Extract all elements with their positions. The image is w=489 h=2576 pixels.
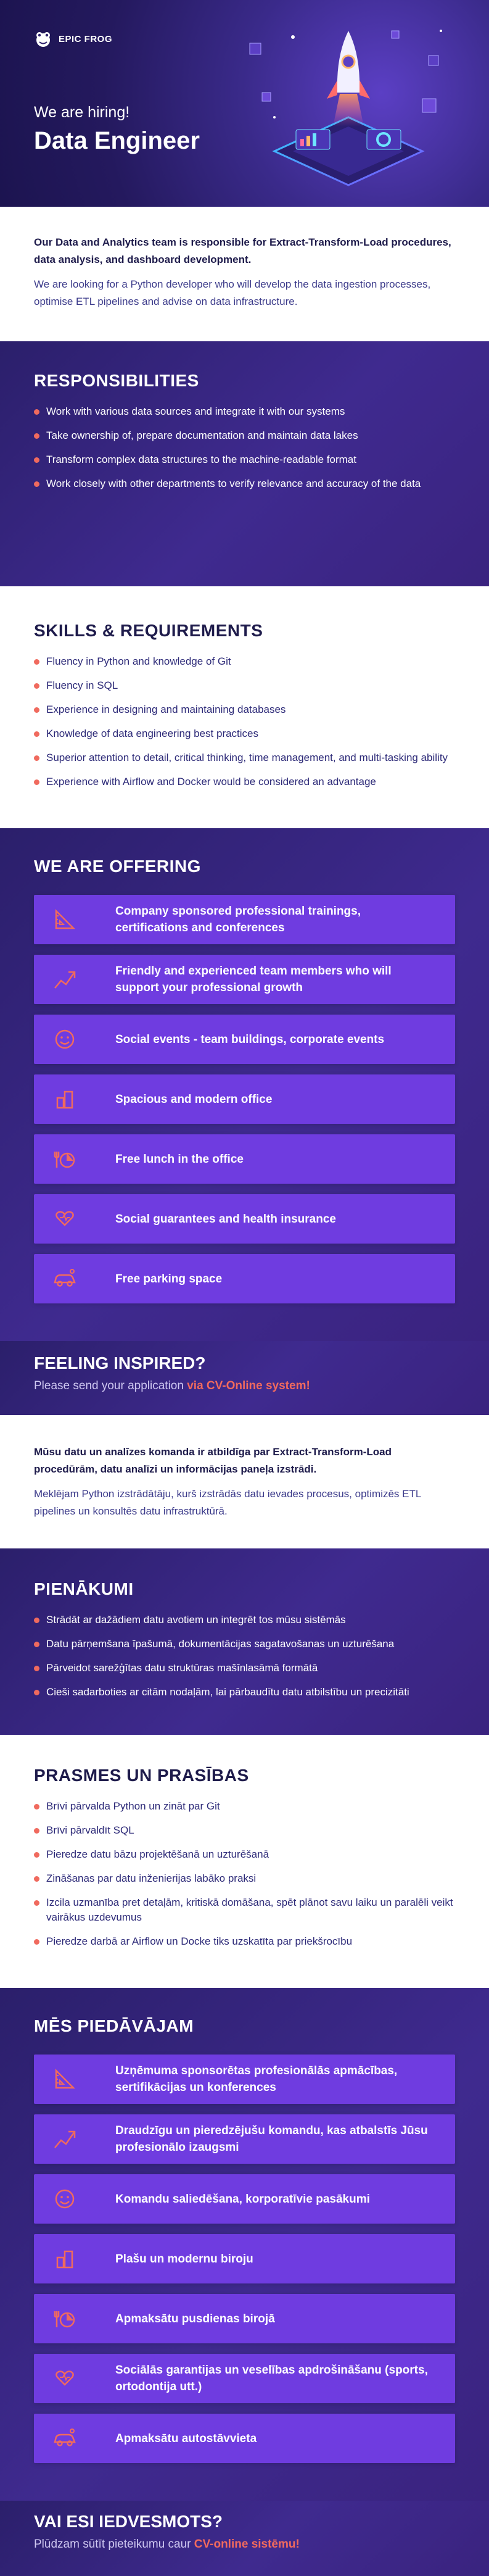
- section-title: RESPONSIBILITIES: [34, 371, 199, 390]
- offer-text: Social guarantees and health insurance: [115, 1212, 336, 1226]
- hiring-label: We are hiring!: [34, 104, 130, 121]
- list-item: Knowledge of data engineering best practices: [34, 726, 455, 741]
- intro-lv: [0, 1415, 489, 1548]
- list-item: Pieredze darbā ar Airflow un Docke tiks uzskatīta par priekšrocību: [34, 1934, 455, 1949]
- responsibilities-list: [34, 404, 455, 491]
- offer-card: [34, 1134, 455, 1184]
- heart-hand-icon: [52, 2366, 77, 2391]
- section-title: WE ARE OFFERING: [34, 857, 201, 876]
- offer-text: Spacious and modern office: [115, 1092, 273, 1106]
- list-item: Strādāt ar dažādiem datu avotiem un integrēt tos mūsu sistēmās: [34, 1613, 455, 1627]
- list-item: Take ownership of, prepare documentation and maintain data lakes: [34, 428, 455, 443]
- list-item: Brīvi pārvalda Python un zināt par Git: [34, 1799, 455, 1814]
- section-title: MĒS PIEDĀVĀJAM: [34, 2016, 194, 2035]
- offer-card: [34, 2294, 455, 2343]
- ruler-triangle-icon: [52, 2067, 77, 2092]
- offer-list: [34, 895, 455, 1303]
- cta-section: [0, 1341, 489, 1415]
- skills-section: [0, 586, 489, 828]
- responsibilities-list: [34, 1613, 455, 1700]
- intro-body: Meklējam Python izstrādātāju, kurš izstrādās datu ievades procesus, optimizēs ETL pipelines un konsultēs datu infrastruktūrā.: [34, 1488, 421, 1517]
- section-title: PIENĀKUMI: [34, 1579, 134, 1598]
- car-icon: [52, 2426, 77, 2451]
- growth-arrow-icon: [52, 2127, 77, 2151]
- responsibilities-section: [0, 341, 489, 586]
- offer-text: Free parking space: [115, 1272, 223, 1286]
- offer-text: Social events - team buildings, corporate events: [115, 1032, 385, 1046]
- list-item: Work with various data sources and integrate it with our systems: [34, 404, 455, 419]
- heart-hand-icon: [52, 1207, 77, 1231]
- offer-card: [34, 1254, 455, 1303]
- offer-card: [34, 2174, 455, 2224]
- offering-section-lv: [0, 1988, 489, 2501]
- list-item: Fluency in Python and knowledge of Git: [34, 654, 455, 669]
- list-item: Experience in designing and maintaining databases: [34, 702, 455, 717]
- office-icon: [52, 1087, 77, 1111]
- list-item: Superior attention to detail, critical thinking, time management, and multi-tasking ability: [34, 750, 455, 765]
- offer-text: Komandu saliedēšana, korporatīvie pasākumi: [115, 2192, 370, 2206]
- car-icon: [52, 1266, 77, 1291]
- ruler-triangle-icon: [52, 907, 77, 932]
- list-item: Experience with Airflow and Docker would be considered an advantage: [34, 775, 455, 789]
- offer-card: [34, 955, 455, 1004]
- list-item: Cieši sadarboties ar citām nodaļām, lai pārbaudītu datu atbilstību un precizitāti: [34, 1685, 455, 1700]
- offering-section: [0, 828, 489, 1341]
- cta-title: FEELING INSPIRED?: [34, 1353, 206, 1373]
- intro-en: [0, 207, 489, 341]
- list-item: Pieredze datu bāzu projektēšanā un uzturēšanā: [34, 1847, 455, 1862]
- responsibilities-section-lv: [0, 1548, 489, 1735]
- smiley-icon: [52, 1027, 77, 1052]
- list-item: Zināšanas par datu inženierijas labāko praksi: [34, 1871, 455, 1886]
- offer-text: Plašu un modernu biroju: [115, 2252, 253, 2266]
- offer-card: [34, 1015, 455, 1064]
- list-item: Transform complex data structures to the machine-readable format: [34, 452, 455, 467]
- intro-lead: Our Data and Analytics team is responsible for Extract-Transform-Load procedures, data analysis, and dashboard development.: [34, 236, 451, 265]
- offer-text: Friendly and experienced team members who will support your professional growth: [115, 965, 392, 994]
- offer-text: Apmaksātu pusdienas birojā: [115, 2312, 275, 2325]
- brand-name: EPIC FROG: [59, 33, 113, 44]
- smiley-icon: [52, 2187, 77, 2211]
- offer-card: [34, 2114, 455, 2164]
- frog-logo-icon: [34, 30, 52, 48]
- offer-card: [34, 2234, 455, 2283]
- growth-arrow-icon: [52, 967, 77, 992]
- cta-section-lv: [0, 2501, 489, 2576]
- offer-card: [34, 895, 455, 944]
- cv-online-link[interactable]: CV-online sistēmu!: [194, 2538, 300, 2551]
- section-title: PRASMES UN PRASĪBAS: [34, 1766, 249, 1785]
- list-item: Brīvi pārvaldīt SQL: [34, 1823, 455, 1838]
- list-item: Fluency in SQL: [34, 678, 455, 693]
- skills-list: [34, 1799, 455, 1949]
- lunch-icon: [52, 2306, 77, 2331]
- list-item: Datu pārņemšana īpašumā, dokumentācijas sagatavošanas un uzturēšana: [34, 1637, 455, 1652]
- logo[interactable]: [34, 30, 112, 48]
- offer-card: [34, 2414, 455, 2463]
- list-item: Pārveidot sarežģītas datu struktūras mašīnlasāmā formātā: [34, 1661, 455, 1676]
- list-item: Izcila uzmanība pret detaļām, kritiskā domāšana, spēt plānot savu laiku un paralēli veikt vairākus uzdevumus: [34, 1895, 455, 1925]
- intro-body: We are looking for a Python developer who will develop the data ingestion processes, optimise ETL pipelines and advise on data infrastructure.: [34, 278, 431, 307]
- cta-title: VAI ESI IEDVESMOTS?: [34, 2512, 223, 2531]
- offer-text: Uzņēmuma sponsorētas profesionālās apmācības, sertifikācijas un konferences: [115, 2064, 398, 2094]
- intro-lead: Mūsu datu un analīzes komanda ir atbildīga par Extract-Transform-Load procedūrām, datu analīzi un informācijas paneļa izstrādi.: [34, 1446, 392, 1475]
- cv-online-link[interactable]: via CV-Online system!: [187, 1379, 310, 1392]
- section-title: SKILLS & REQUIREMENTS: [34, 621, 263, 640]
- office-icon: [52, 2246, 77, 2271]
- cta-text-lead: Plūdzam sūtīt pieteikumu caur: [34, 2538, 194, 2551]
- offer-list: [34, 2055, 455, 2463]
- offer-text: Sociālās garantijas un veselības apdrošināšanu (sports, ortodontija utt.): [115, 2364, 428, 2393]
- offer-card: [34, 1194, 455, 1244]
- cta-text: [34, 1379, 455, 1393]
- lunch-icon: [52, 1147, 77, 1171]
- cta-text: [34, 2538, 455, 2551]
- offer-card: [34, 2055, 455, 2104]
- cta-text-lead: Please send your application: [34, 1379, 187, 1392]
- list-item: Work closely with other departments to verify relevance and accuracy of the data: [34, 476, 455, 491]
- offer-card: [34, 2354, 455, 2403]
- job-title: Data Engineer: [34, 127, 200, 154]
- rocket-dashboard-illustration: [237, 19, 459, 191]
- skills-section-lv: [0, 1735, 489, 1988]
- offer-text: Company sponsored professional trainings, certifications and conferences: [115, 905, 361, 934]
- offer-text: Apmaksātu autostāvvieta: [115, 2432, 257, 2445]
- offer-text: Draudzīgu un pieredzējušu komandu, kas atbalstīs Jūsu profesionālo izaugsmi: [115, 2124, 428, 2154]
- hero-banner: [0, 0, 489, 207]
- offer-text: Free lunch in the office: [115, 1152, 244, 1166]
- skills-list: [34, 654, 455, 789]
- offer-card: [34, 1074, 455, 1124]
